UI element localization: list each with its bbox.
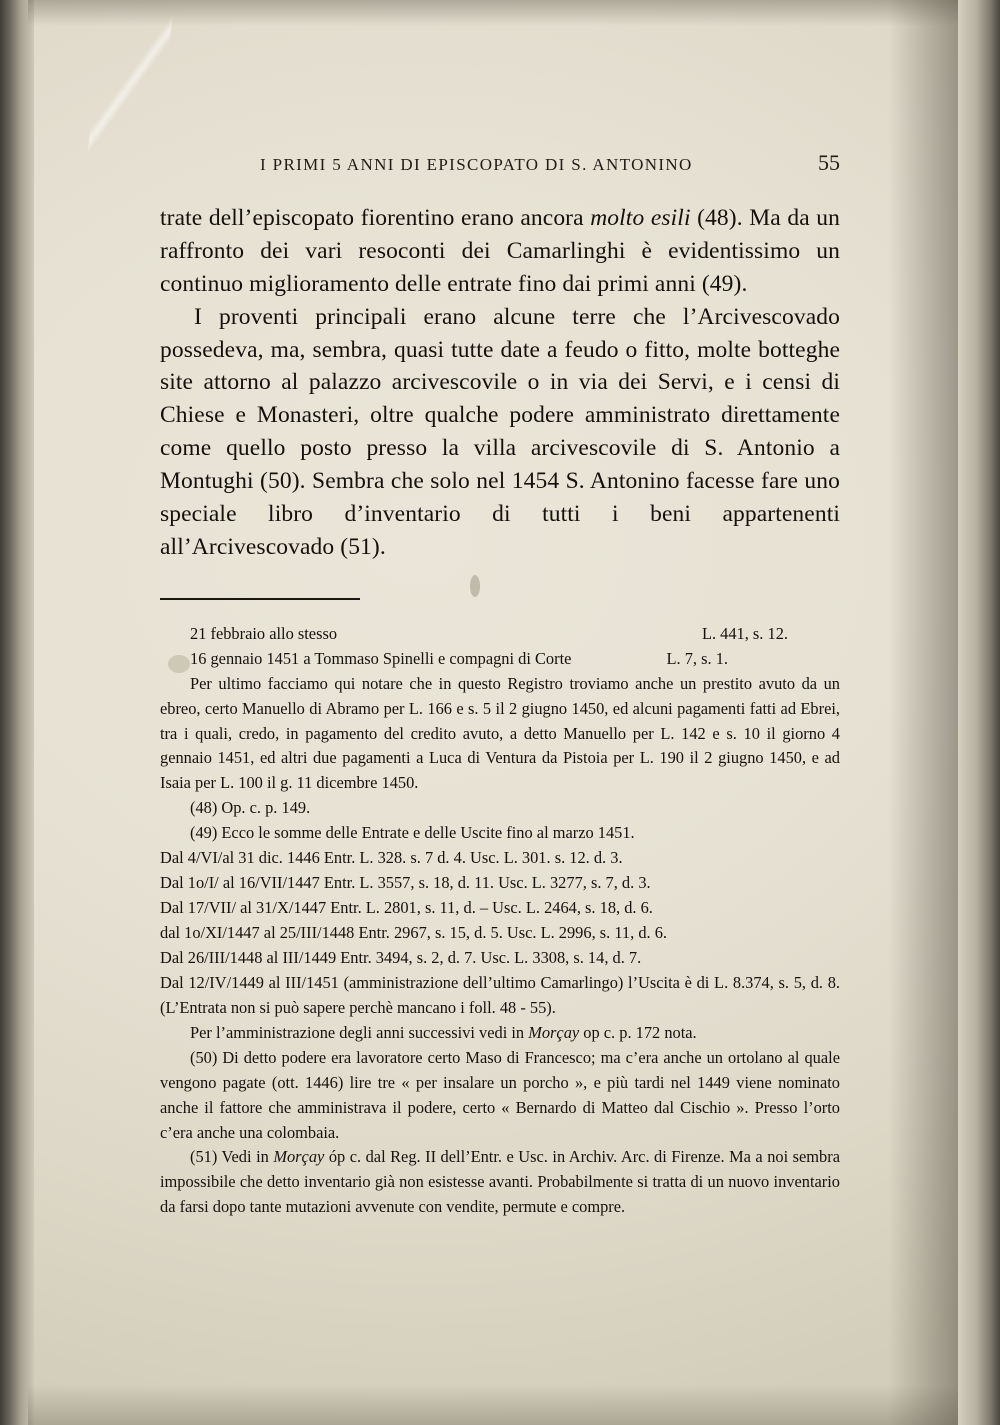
note-entry-1 bbox=[160, 622, 840, 647]
paragraph-1-italic: molto esili bbox=[590, 205, 691, 231]
note-50: (50) Di detto podere era lavoratore certo Maso di Francesco; ma c’era anche un ortolano al quale vengono pagate (ott. 1446) lire tre « per insalare un porcho », e più tardi nel 1449 viene nominato anche il fattore che amministrava il podere, certo « Bernardo di Matteo dal Cischio ». Presso l’orto c’era anche una colombaia. bbox=[160, 1047, 840, 1142]
note-49-tail bbox=[160, 1021, 840, 1046]
paragraph-2: I proventi principali erano alcune terre che l’Arcivescovado possedeva, ma, sembra, quasi tutte date a feudo o fitto, molte botteghe site attorno al palazzo arcivescovile o in via dei Servi, e i censi di Chiese e Monasteri, oltre qualche podere amministrato direttamente come quello posto presso la villa arcivescovile di S. Antonio a Montughi (50). Sembra che solo nel 1454 S. Antonino facesse fare uno speciale libro d’inventario di tutti i beni appartenenti all’Arcivescovado (51). bbox=[160, 303, 840, 560]
running-head bbox=[160, 150, 840, 176]
note-entry-1-label: 21 febbraio allo stesso bbox=[190, 623, 338, 643]
note-49-line-6: Dal 12/IV/1449 al III/1451 (amministrazione dell’ultimo Camarlingo) l’Uscita è di L. 8.374, s. 5, d. 8. (L’Entrata non si può sapere perchè mancano i foll. 48 - 55). bbox=[160, 972, 840, 1017]
note-51-italic: Morçay bbox=[273, 1147, 325, 1167]
note-entry-1-amount: L. 441, s. 12. bbox=[701, 623, 788, 643]
note-49-intro: (49) Ecco le somme delle Entrate e delle Uscite fino al marzo 1451. bbox=[190, 823, 635, 843]
note-49-tail-italic: Morçay bbox=[528, 1022, 580, 1042]
note-49-tail-post: op c. p. 172 nota. bbox=[579, 1022, 697, 1042]
note-49-line-5: Dal 26/III/1448 al III/1449 Entr. 3494, s. 2, d. 7. Usc. L. 3308, s. 14, d. 7. bbox=[160, 947, 642, 967]
footnote-divider bbox=[160, 598, 360, 600]
paragraph-1 bbox=[160, 202, 840, 301]
page-right-edge bbox=[958, 0, 1000, 1425]
footnotes bbox=[160, 622, 840, 1221]
note-48: (48) Op. c. p. 149. bbox=[190, 798, 311, 818]
note-51-post: óp c. dal Reg. II dell’Entr. e Usc. in Archiv. Arc. di Firenze. Ma a noi sembra impossibile che detto inventario già non esistesse avanti. Probabilmente si tratta di un nuovo inventario da farsi dopo tante mutazioni avvenute con vendite, permute e compre. bbox=[160, 1147, 840, 1217]
paragraph-1-part-2: (48). Ma da un raffronto dei vari resoconti dei Camarlinghi è evidentissimo un continuo miglioramento delle entrate fino dai primi anni (49). bbox=[160, 205, 841, 297]
page-number: 55 bbox=[818, 150, 840, 175]
note-intro: Per ultimo facciamo qui notare che in questo Registro troviamo anche un prestito avuto da un ebreo, certo Manuello di Abramo per L. 166 e s. 5 il 2 giugno 1450, ed alcuni pagamenti fatti ad Ebrei, tra i quali, credo, in pagamento del credito avuto, a detto Manuello per L. 142 e s. 10 il giorno 4 gennaio 1451, ed altri due pagamenti a Luca di Ventura da Pistoia per L. 190 il 2 giugno 1450, e ad Isaia per L. 100 il g. 11 dicembre 1450. bbox=[160, 673, 840, 793]
note-49-tail-pre: Per l’amministrazione degli anni successivi vedi in bbox=[190, 1022, 529, 1042]
page-left-edge bbox=[0, 0, 34, 1425]
note-entry-2-label: 16 gennaio 1451 a Tommaso Spinelli e compagni di Corte bbox=[190, 648, 572, 668]
note-51 bbox=[160, 1145, 840, 1220]
note-49-line-2: Dal 1o/I/ al 16/VII/1447 Entr. L. 3557, s. 18, d. 11. Usc. L. 3277, s. 7, d. 3. bbox=[160, 873, 651, 893]
note-49-line-4: dal 1o/XI/1447 al 25/III/1448 Entr. 2967, s. 15, d. 5. Usc. L. 2996, s. 11, d. 6. bbox=[160, 923, 668, 943]
note-entry-2-amount: L. 7, s. 1. bbox=[666, 648, 728, 668]
note-51-pre: (51) Vedi in bbox=[190, 1147, 274, 1167]
body-text bbox=[160, 202, 840, 564]
note-49-line-1: Dal 4/VI/al 31 dic. 1446 Entr. L. 328. s. 7 d. 4. Usc. L. 301. s. 12. d. 3. bbox=[160, 848, 623, 868]
running-head-title: I PRIMI 5 ANNI DI EPISCOPATO DI S. ANTONINO bbox=[260, 155, 693, 174]
page-content bbox=[160, 150, 840, 1220]
note-49-line-3: Dal 17/VII/ al 31/X/1447 Entr. L. 2801, s. 11, d. – Usc. L. 2464, s. 18, d. 6. bbox=[160, 898, 653, 918]
paragraph-1-part-1: trate dell’episcopato fiorentino erano ancora bbox=[160, 205, 591, 231]
note-entry-2 bbox=[160, 647, 840, 672]
